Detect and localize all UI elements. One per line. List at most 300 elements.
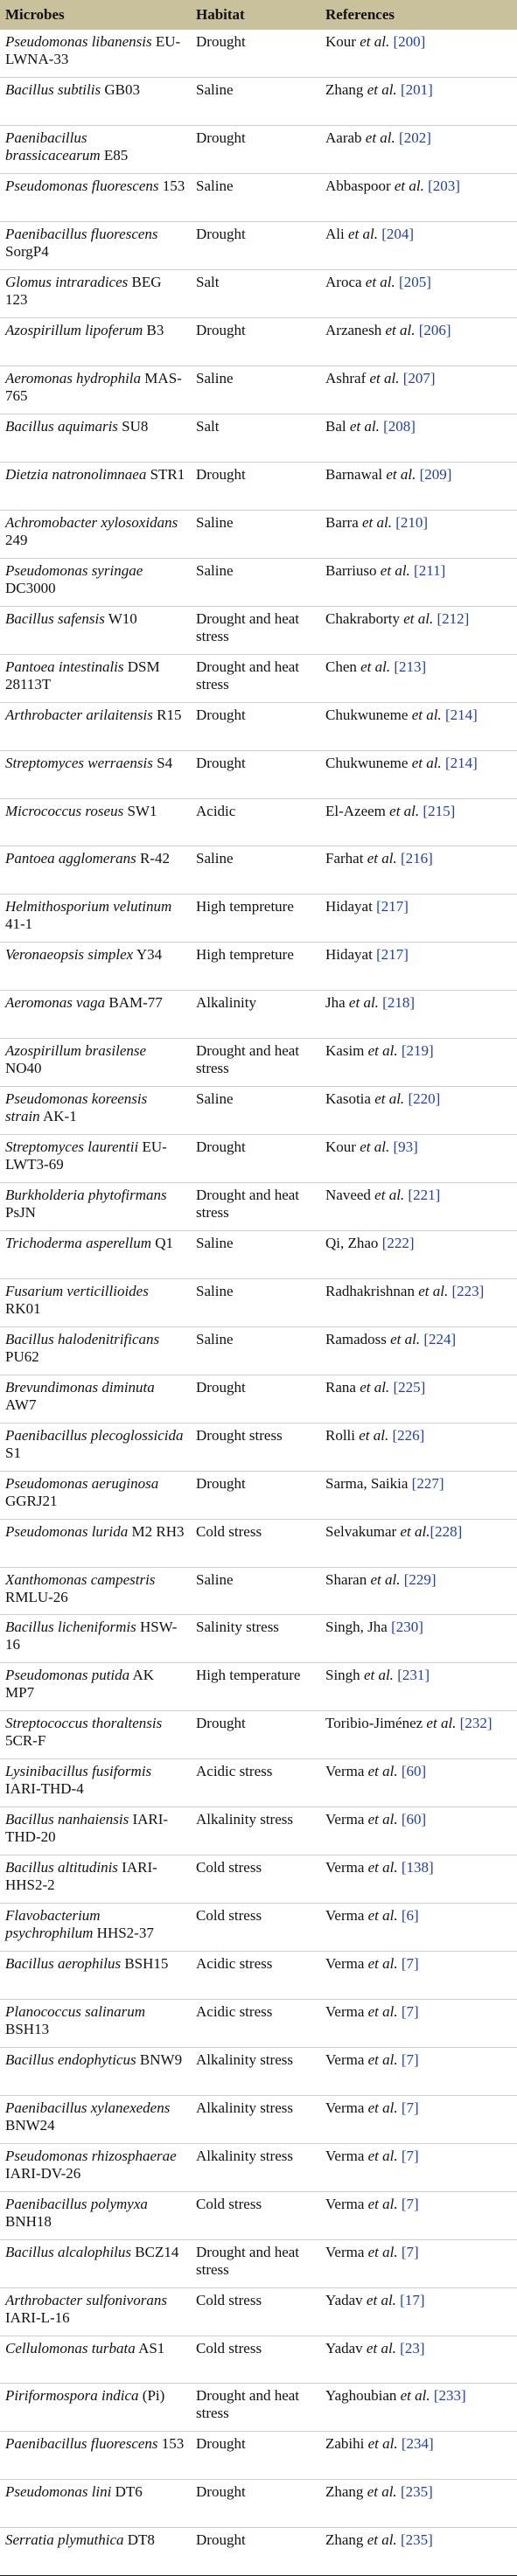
- reference-link[interactable]: [226]: [392, 1426, 425, 1444]
- table-row: [0, 1278, 517, 1326]
- microbe-species: Streptomyces laurentii: [5, 1138, 139, 1156]
- reference-author: Rana: [325, 1378, 360, 1396]
- habitat-cell: [191, 1519, 320, 1567]
- microbe-species: Pseudomonas rhizosphaerae: [5, 2147, 177, 2164]
- reference-etal: et al.: [367, 2002, 398, 2020]
- reference-link[interactable]: [215]: [423, 802, 456, 819]
- habitat-cell: [191, 1567, 320, 1615]
- microbe-strain: DC3000: [5, 579, 56, 596]
- habitat-cell: [191, 1615, 320, 1663]
- habitat-cell: [191, 702, 320, 750]
- reference-link[interactable]: [214]: [444, 754, 478, 771]
- reference-author: El-Azeem: [325, 802, 390, 819]
- reference-author: Sarma, Saikia: [325, 1474, 412, 1492]
- reference-cell: [320, 1423, 517, 1471]
- reference-author: Rolli: [325, 1426, 360, 1444]
- reference-link[interactable]: [216]: [400, 850, 433, 867]
- header-row: [0, 0, 517, 30]
- microbe-cell: [0, 30, 191, 78]
- table-row: [0, 2528, 517, 2576]
- reference-author: Zhang: [325, 2483, 367, 2501]
- reference-author: Verma: [325, 2195, 368, 2212]
- reference-link[interactable]: [203]: [428, 178, 460, 195]
- reference-author: Sharan: [325, 1570, 371, 1588]
- reference-link[interactable]: [93]: [393, 1138, 418, 1156]
- microbe-species: Bacillus aerophilus: [5, 1955, 122, 1972]
- habitat-text: Drought and heat stress: [196, 658, 300, 693]
- reference-link[interactable]: [204]: [381, 226, 415, 243]
- reference-author: Ali: [325, 226, 348, 243]
- reference-author: Verma: [325, 1811, 368, 1828]
- microbe-cell: [0, 1999, 191, 2047]
- reference-author: Yadav: [325, 2291, 367, 2308]
- reference-etal: et al.: [374, 1187, 405, 1203]
- reference-author: Barriuso: [325, 561, 381, 579]
- microbe-strain: EU-LWT3-69: [5, 1138, 167, 1173]
- table-row: [0, 222, 517, 270]
- microbe-strain: NO40: [5, 1060, 42, 1077]
- table-row: [0, 1952, 517, 2000]
- reference-etal: et al.: [359, 1426, 389, 1444]
- microbe-species: Xanthomonas campestris: [5, 1570, 156, 1588]
- microbe-strain: W10: [104, 609, 137, 627]
- microbe-species: Glomus intraradices: [5, 274, 129, 291]
- reference-etal: et al.: [360, 1378, 390, 1396]
- reference-cell: [320, 1663, 517, 1711]
- microbe-cell: [0, 1230, 191, 1278]
- reference-link[interactable]: [214]: [444, 706, 478, 723]
- microbe-cell: [0, 1807, 191, 1855]
- reference-cell: [320, 1087, 517, 1135]
- reference-etal: et al.: [390, 1330, 421, 1347]
- microbe-species: Cellulomonas turbata: [5, 2339, 136, 2357]
- microbe-strain: 41-1: [5, 916, 33, 933]
- habitat-cell: [191, 2432, 320, 2480]
- microbe-species: Pseudomonas putida: [5, 1667, 130, 1684]
- microbe-strain: 153: [157, 2435, 185, 2453]
- reference-etal: et al.: [403, 609, 434, 627]
- microbe-species: Streptococcus thoraltensis: [5, 1715, 163, 1732]
- reference-etal: et al.: [360, 33, 390, 50]
- microbe-species: Burkholderia phytofirmans: [5, 1187, 167, 1203]
- microbe-species: Fusarium verticillioides: [5, 1282, 149, 1299]
- microbe-species: Streptomyces werraensis: [5, 754, 153, 771]
- reference-cell: [320, 606, 517, 654]
- reference-etal: et al.: [367, 2147, 398, 2164]
- microbe-species: Piriformospora indica: [5, 2387, 139, 2405]
- reference-cell: [320, 991, 517, 1039]
- microbe-species: Aeromonas vaga: [5, 994, 106, 1012]
- microbe-cell: [0, 702, 191, 750]
- microbe-strain: S4: [152, 754, 173, 771]
- reference-link[interactable]: [7]: [401, 2050, 419, 2068]
- table-row: [0, 1567, 517, 1615]
- reference-cell: [320, 1952, 517, 2000]
- microbe-species: Helmithosporium velutinum: [5, 898, 172, 916]
- table-row: [0, 943, 517, 991]
- table-row: [0, 991, 517, 1039]
- habitat-cell: [191, 126, 320, 174]
- reference-link[interactable]: [224]: [423, 1330, 457, 1347]
- habitat-cell: [191, 2095, 320, 2143]
- habitat-cell: [191, 510, 320, 558]
- habitat-cell: [191, 1423, 320, 1471]
- microbe-species: Paenibacillus xylanexedens: [5, 2099, 171, 2116]
- habitat-cell: [191, 1183, 320, 1231]
- reference-link[interactable]: [7]: [401, 2195, 419, 2212]
- habitat-text: Drought and heat stress: [196, 1042, 300, 1077]
- microbe-species: Serratia plymuthica: [5, 2531, 124, 2549]
- table-row: [0, 1039, 517, 1087]
- microbe-species: Bacillus subtilis: [5, 81, 101, 99]
- table-row: [0, 270, 517, 318]
- habitat-cell: [191, 1471, 320, 1519]
- microbe-strain: PU62: [5, 1347, 39, 1365]
- reference-link[interactable]: [211]: [414, 561, 446, 579]
- reference-link[interactable]: [230]: [391, 1619, 423, 1636]
- microbe-strain: B3: [143, 322, 164, 339]
- habitat-text: Saline: [196, 81, 234, 99]
- table-row: [0, 366, 517, 414]
- microbe-strain: GGRJ21: [5, 1492, 58, 1509]
- reference-cell: [320, 1999, 517, 2047]
- reference-author: Hidayat: [325, 946, 377, 964]
- microbe-species: Bacillus safensis: [5, 609, 105, 627]
- habitat-cell: [191, 2480, 320, 2528]
- table-row: [0, 462, 517, 510]
- habitat-text: Acidic stress: [196, 2002, 273, 2020]
- habitat-text: Saline: [196, 1090, 234, 1108]
- reference-cell: [320, 2432, 517, 2480]
- reference-cell: [320, 414, 517, 463]
- microbe-cell: [0, 606, 191, 654]
- habitat-text: Cold stress: [196, 1907, 262, 1925]
- habitat-cell: [191, 798, 320, 846]
- microbe-strain: BNW9: [136, 2050, 183, 2068]
- habitat-cell: [191, 222, 320, 270]
- table-row: [0, 1855, 517, 1904]
- reference-author: Bal: [325, 418, 350, 435]
- habitat-text: Acidic stress: [196, 1763, 273, 1780]
- table-row: [0, 846, 517, 895]
- microbe-cell: [0, 1615, 191, 1663]
- habitat-cell: [191, 30, 320, 78]
- reference-etal: et al.: [367, 1042, 398, 1060]
- habitat-text: Cold stress: [196, 1522, 262, 1540]
- habitat-cell: [191, 846, 320, 895]
- reference-link[interactable]: [6]: [401, 1907, 419, 1925]
- reference-cell: [320, 1326, 517, 1375]
- reference-link[interactable]: [7]: [401, 2243, 419, 2260]
- habitat-text: Saline: [196, 561, 234, 579]
- microbe-cell: [0, 2143, 191, 2191]
- habitat-text: Saline: [196, 1330, 234, 1347]
- table-row: [0, 510, 517, 558]
- reference-author: Jha: [325, 994, 349, 1012]
- reference-link[interactable]: [17]: [400, 2291, 425, 2308]
- table-row: [0, 2239, 517, 2287]
- reference-etal: et al.: [367, 2483, 397, 2501]
- reference-cell: [320, 702, 517, 750]
- habitat-text: High tempreture: [196, 898, 294, 916]
- table-header: [0, 0, 517, 30]
- reference-cell: [320, 1615, 517, 1663]
- reference-link[interactable]: [60]: [401, 1763, 427, 1780]
- habitat-cell: [191, 1326, 320, 1375]
- reference-cell: [320, 2336, 517, 2384]
- habitat-cell: [191, 414, 320, 463]
- microbe-strain: DT6: [111, 2483, 143, 2501]
- microbe-species: Achromobacter xylosoxidans: [5, 513, 178, 531]
- table-row: [0, 1615, 517, 1663]
- reference-author: Kasim: [325, 1042, 368, 1060]
- reference-etal: et al.: [367, 1859, 398, 1876]
- reference-author: Verma: [325, 2099, 368, 2116]
- reference-author: Aarab: [325, 129, 366, 147]
- reference-cell: [320, 366, 517, 414]
- microbe-cell: [0, 1663, 191, 1711]
- habitat-text: Salt: [196, 274, 220, 291]
- microbe-strain: IARI-DV-26: [5, 2164, 81, 2182]
- reference-etal: et al.: [360, 658, 391, 675]
- reference-link[interactable]: [209]: [419, 465, 452, 483]
- reference-link[interactable]: [219]: [401, 1042, 434, 1060]
- reference-link[interactable]: [213]: [394, 658, 427, 675]
- reference-author: Kour: [325, 33, 360, 50]
- reference-cell: [320, 1039, 517, 1087]
- table-row: [0, 1759, 517, 1807]
- table-row: [0, 2047, 517, 2095]
- reference-author: Chukwuneme: [325, 706, 412, 723]
- habitat-text: Drought: [196, 33, 246, 50]
- reference-link[interactable]: [138]: [401, 1859, 434, 1876]
- reference-author: Verma: [325, 1763, 368, 1780]
- microbe-strain: IARI-HHS2-2: [5, 1859, 157, 1894]
- microbe-species: Dietzia natronolimnaea: [5, 465, 147, 483]
- reference-author: Aroca: [325, 274, 366, 291]
- reference-link[interactable]: [228]: [430, 1522, 463, 1540]
- microbe-cell: [0, 895, 191, 943]
- reference-cell: [320, 1711, 517, 1759]
- reference-link[interactable]: [23]: [400, 2339, 425, 2357]
- habitat-cell: [191, 1278, 320, 1326]
- microbe-cell: [0, 846, 191, 895]
- reference-link[interactable]: [231]: [397, 1667, 430, 1684]
- microbe-species: Pseudomonas syringae: [5, 561, 143, 579]
- habitat-cell: [191, 78, 320, 126]
- habitat-cell: [191, 1375, 320, 1423]
- microbe-strain: BNH18: [5, 2212, 52, 2230]
- reference-etal: et al.: [367, 2243, 398, 2260]
- microbe-species: Planococcus salinarum: [5, 2002, 146, 2020]
- habitat-cell: [191, 750, 320, 798]
- table-row: [0, 318, 517, 366]
- reference-cell: [320, 895, 517, 943]
- reference-link[interactable]: [217]: [376, 898, 409, 916]
- microbe-species: Aeromonas hydrophila: [5, 370, 142, 387]
- microbe-cell: [0, 1135, 191, 1183]
- microbe-cell: [0, 2528, 191, 2576]
- microbe-cell: [0, 78, 191, 126]
- header-microbes: Microbes: [0, 0, 191, 30]
- reference-author: Naveed: [325, 1187, 375, 1203]
- reference-link[interactable]: [218]: [382, 994, 415, 1012]
- reference-author: Yaghoubian: [325, 2387, 401, 2405]
- reference-cell: [320, 846, 517, 895]
- reference-link[interactable]: [202]: [399, 129, 431, 147]
- microbe-strain: 249: [5, 531, 28, 548]
- reference-author: Singh: [325, 1667, 364, 1684]
- table-row: [0, 606, 517, 654]
- reference-link[interactable]: [208]: [383, 418, 416, 435]
- reference-link[interactable]: [227]: [411, 1474, 444, 1492]
- table-row: [0, 2384, 517, 2432]
- habitat-cell: [191, 1230, 320, 1278]
- table-row: [0, 2336, 517, 2384]
- microbe-strain: DSM 28113T: [5, 658, 160, 693]
- table-row: [0, 1904, 517, 1952]
- reference-author: Verma: [325, 2050, 368, 2068]
- habitat-cell: [191, 1759, 320, 1807]
- microbe-cell: [0, 510, 191, 558]
- habitat-cell: [191, 1711, 320, 1759]
- reference-etal: et al.: [348, 994, 379, 1012]
- microbe-species: Bacillus halodenitrificans: [5, 1330, 160, 1347]
- reference-link[interactable]: [60]: [401, 1811, 427, 1828]
- microbe-strain: HHS2-37: [93, 1925, 154, 1942]
- microbe-cell: [0, 2239, 191, 2287]
- habitat-cell: [191, 1952, 320, 2000]
- reference-link[interactable]: [7]: [401, 2147, 419, 2164]
- reference-link[interactable]: [200]: [393, 33, 426, 50]
- microbe-strain: IARI-THD-20: [5, 1811, 169, 1846]
- habitat-cell: [191, 2287, 320, 2336]
- habitat-text: Saline: [196, 1234, 234, 1251]
- reference-etal: et al.: [367, 2531, 397, 2549]
- microbe-cell: [0, 558, 191, 606]
- reference-cell: [320, 2384, 517, 2432]
- reference-author: Zabihi: [325, 2435, 368, 2453]
- reference-cell: [320, 2095, 517, 2143]
- reference-link[interactable]: [229]: [403, 1570, 437, 1588]
- reference-link[interactable]: [201]: [400, 81, 433, 99]
- microbe-cell: [0, 1855, 191, 1904]
- table-row: [0, 1375, 517, 1423]
- habitat-cell: [191, 2384, 320, 2432]
- reference-link[interactable]: [235]: [400, 2483, 433, 2501]
- microbe-strain: GB03: [101, 81, 140, 99]
- table-row: [0, 1135, 517, 1183]
- habitat-text: Saline: [196, 370, 234, 387]
- microbe-strain: RMLU-26: [5, 1588, 68, 1605]
- reference-link[interactable]: [221]: [408, 1187, 441, 1203]
- habitat-cell: [191, 2239, 320, 2287]
- reference-link[interactable]: [234]: [401, 2435, 434, 2453]
- habitat-cell: [191, 462, 320, 510]
- reference-author: Abbaspoor: [325, 178, 395, 195]
- microbe-cell: [0, 1711, 191, 1759]
- reference-link[interactable]: [235]: [400, 2531, 433, 2549]
- reference-link[interactable]: [7]: [401, 1955, 419, 1972]
- reference-etal: et al.: [365, 274, 395, 291]
- reference-etal: et al.: [374, 1090, 405, 1108]
- reference-link[interactable]: [7]: [401, 2099, 419, 2116]
- microbe-strain: Q1: [151, 1234, 174, 1251]
- habitat-text: Drought and heat stress: [196, 1187, 300, 1221]
- habitat-text: Alkalinity stress: [196, 2050, 293, 2068]
- microbe-species: Pseudomonas lini: [5, 2483, 112, 2501]
- reference-link[interactable]: [7]: [401, 2002, 419, 2020]
- microbe-strain: AK-1: [39, 1108, 77, 1125]
- reference-author: Zhang: [325, 2531, 367, 2549]
- microbe-strain: SW1: [123, 802, 157, 819]
- habitat-text: Drought: [196, 2531, 246, 2549]
- reference-cell: [320, 1807, 517, 1855]
- habitat-text: Drought: [196, 2483, 246, 2501]
- habitat-cell: [191, 1039, 320, 1087]
- reference-cell: [320, 943, 517, 991]
- reference-author: Verma: [325, 2243, 368, 2260]
- habitat-text: Drought and heat stress: [196, 2243, 300, 2278]
- reference-etal: et al.: [367, 2050, 398, 2068]
- microbe-species: Azospirillum lipoferum: [5, 322, 143, 339]
- reference-link[interactable]: [223]: [451, 1282, 485, 1299]
- reference-link[interactable]: [233]: [433, 2387, 466, 2405]
- microbe-species: Paenibacillus polymyxa: [5, 2195, 148, 2212]
- microbe-species: Bacillus altitudinis: [5, 1859, 118, 1876]
- microbe-strain: BNW24: [5, 2116, 55, 2134]
- reference-etal: et al.: [360, 1138, 390, 1156]
- microbe-strain: (Pi): [138, 2387, 165, 2405]
- microbe-cell: [0, 2336, 191, 2384]
- reference-link[interactable]: [217]: [376, 946, 409, 964]
- habitat-cell: [191, 991, 320, 1039]
- microbe-cell: [0, 1471, 191, 1519]
- microbe-strain: MAS-765: [5, 370, 182, 405]
- reference-etal: et al.: [411, 754, 442, 771]
- habitat-cell: [191, 318, 320, 366]
- table-row: [0, 1423, 517, 1471]
- microbe-strain: EU-LWNA-33: [5, 33, 181, 67]
- habitat-text: Cold stress: [196, 2291, 262, 2308]
- reference-cell: [320, 1904, 517, 1952]
- reference-author: Chukwuneme: [325, 754, 412, 771]
- reference-link[interactable]: [222]: [381, 1234, 415, 1251]
- reference-link[interactable]: [205]: [399, 274, 431, 291]
- reference-link[interactable]: [210]: [395, 513, 429, 531]
- reference-link[interactable]: [232]: [459, 1715, 493, 1732]
- reference-link[interactable]: [225]: [393, 1378, 426, 1396]
- microbe-cell: [0, 270, 191, 318]
- reference-author: Verma: [325, 1955, 368, 1972]
- habitat-text: Acidic stress: [196, 1955, 273, 1972]
- reference-author: Hidayat: [325, 898, 377, 916]
- reference-link[interactable]: [212]: [437, 609, 470, 627]
- reference-link[interactable]: [220]: [408, 1090, 441, 1108]
- reference-author: Zhang: [325, 81, 367, 99]
- reference-link[interactable]: [207]: [402, 370, 436, 387]
- habitat-text: Drought: [196, 226, 246, 243]
- microbe-cell: [0, 654, 191, 702]
- microbe-species: Pseudomonas aeruginosa: [5, 1474, 159, 1492]
- reference-cell: [320, 318, 517, 366]
- microbe-species: Arthrobacter sulfonivorans: [5, 2291, 167, 2308]
- habitat-cell: [191, 1999, 320, 2047]
- microbe-strain: BSH13: [5, 2020, 50, 2037]
- microbe-species: Bacillus aquimaris: [5, 418, 118, 435]
- reference-etal: et al.: [366, 2291, 396, 2308]
- reference-link[interactable]: [206]: [418, 322, 451, 339]
